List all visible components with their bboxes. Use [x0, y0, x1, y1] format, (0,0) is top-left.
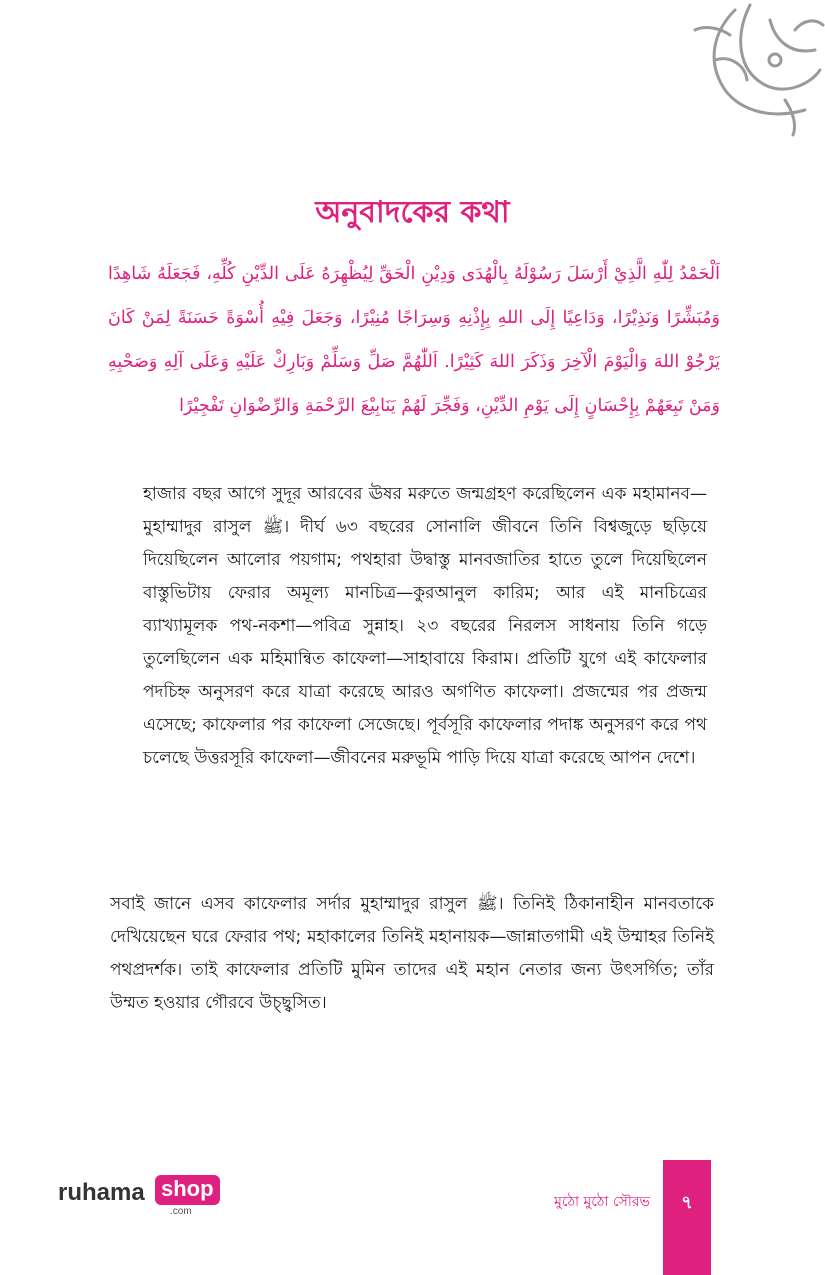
running-title: মুঠো মুঠো সৌরভ: [554, 1194, 650, 1210]
page-number: ৭: [681, 1192, 693, 1213]
arabic-invocation: اَلْحَمْدُ لِلّٰهِ الَّذِيْ أَرْسَلَ رَسُوْلَهُ بِالْهُدَى وَدِيْنِ الْحَقِّ لِيُظْهِرَهُ عَلَى الدِّيْنِ كُلِّهِ، فَجَعَلَهُ شَاهِدًا وَمُبَشِّرًا وَنَذِيْرًا، وَدَاعِيًا إِلَى اللهِ بِإِذْنِهِ وَسِرَاجًا مُنِيْرًا، وَجَعَلَ فِيْهِ أُسْوَةً حَسَنَةً لِمَنْ كَانَ يَرْجُوْ اللهَ وَالْيَوْمَ الْآخِرَ وَذَكَرَ اللهَ كَثِيْرًا. اَللّٰهُمَّ صَلِّ وَسَلِّمْ وَبَارِكْ عَلَيْهِ وَعَلَى آلِهِ وَصَحْبِهِ وَمَنْ تَبِعَهُمْ بِإِحْسَانٍ إِلَى يَوْمِ الدِّيْنِ، وَفَجِّرَ لَهُمْ يَنَابِيْعَ الرَّحْمَةِ وَالرِّضْوَانِ تَفْجِيْرًا: [108, 264, 720, 416]
logo-shop-badge: shop: [155, 1175, 220, 1205]
logo-ruhama-text: ruhama: [58, 1179, 145, 1206]
body-paragraph-1: হাজার বছর আগে সুদূর আরবের ঊষর মরুতে জন্মগ্রহণ করেছিলেন এক মহামানব—মুহাম্মাদুর রাসুল ﷺ। দীর্ঘ ৬৩ বছরের সোনালি জীবনে তিনি বিশ্বজুড়ে ছড়িয়ে দিয়েছিলেন আলোর পয়গাম; পথহারা উদ্বাস্তু মানবজাতির হাতে তুলে দিয়েছিলেন বাস্তুভিটায় ফেরার অমূল্য মানচিত্র—কুরআনুল কারিম; আর এই মানচিত্রের ব্যাখ্যামূলক পথ-নকশা—পবিত্র সুন্নাহ। ২৩ বছরের নিরলস সাধনায় তিনি গড়ে তুলেছিলেন এক মহিমান্বিত কাফেলা—সাহাবায়ে কিরাম। প্রতিটি যুগে এই কাফেলার পদচিহ্ন অনুসরণ করে যাত্রা করেছে আরও অগণিত কাফেলা। প্রজন্মের পর প্রজন্ম এসেছে; কাফেলার পর কাফেলা সেজেছে। পূর্বসূরি কাফেলার পদাঙ্ক অনুসরণ করে পথ চলেছে উত্তরসূরি কাফেলা—জীবনের মরুভূমি পাড়ি দিয়ে যাত্রা করেছে আপন দেশে।: [143, 484, 708, 768]
calligraphy-ornament-icon: [675, 0, 825, 140]
publisher-logo: [58, 1175, 228, 1215]
chapter-heading: অনুবাদকের কথা: [315, 195, 510, 230]
logo-com-text: .com: [170, 1206, 192, 1217]
body-paragraph-2: সবাই জানে এসব কাফেলার সর্দার মুহাম্মাদুর রাসুল ﷺ। তিনিই ঠিকানাহীন মানবতাকে দেখিয়েছেন ঘরে ফেরার পথ; মহাকালের তিনিই মহানায়ক—জান্নাতগামী এই উম্মাহর তিনিই পথপ্রদর্শক। তাই কাফেলার প্রতিটি মুমিন তাদের এই মহান নেতার জন্য উৎসর্গিত; তাঁর উম্মত হওয়ার গৌরবে উচ্ছ্বসিত।: [110, 894, 714, 1013]
page-number-tab: [663, 1160, 711, 1275]
